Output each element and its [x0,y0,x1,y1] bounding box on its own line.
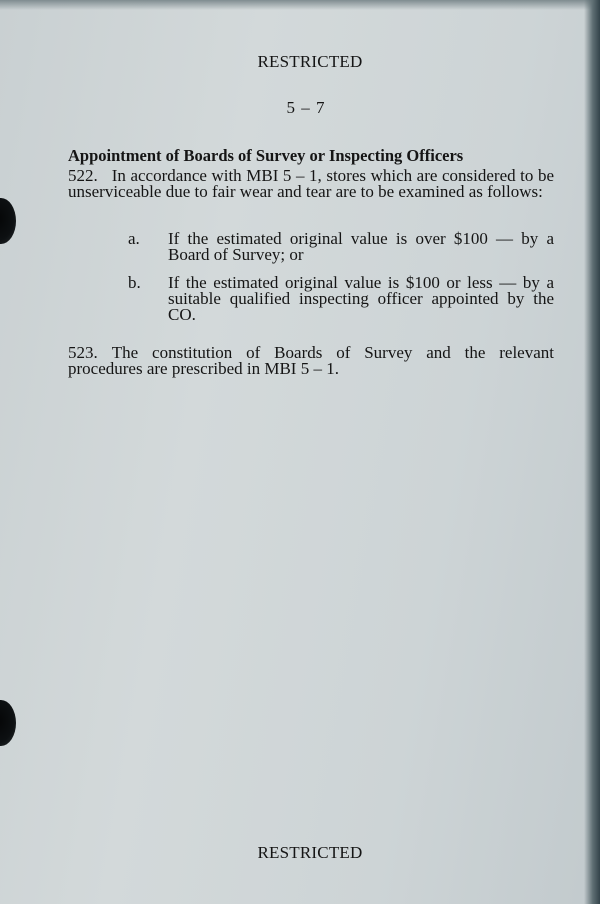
list-marker: b. [128,273,141,292]
classification-footer: RESTRICTED [257,843,363,862]
binder-hole-top [0,198,16,244]
paragraph-523 [68,345,554,377]
paragraph-text: The constitution of Boards of Survey and the relevant procedures are prescribed in MBI 5 – 1. [68,343,554,378]
page-number: 5 – 7 [286,98,326,117]
paragraph-text: In accordance with MBI 5 – 1, stores which are considered to be unserviceable due to fair wear and tear are to be examined as follows: [68,166,554,201]
page-top-shadow [0,0,600,10]
paragraph-522 [68,168,554,200]
section-heading: Appointment of Boards of Survey or Inspecting Officers [68,146,464,165]
paragraph-number: 523. [68,343,98,362]
classification-header: RESTRICTED [257,52,363,71]
list-item-text: If the estimated original value is over $100 — by a Board of Survey; or [168,229,554,264]
list-marker: a. [128,229,140,248]
paragraph-number: 522. [68,166,98,185]
list-item-text: If the estimated original value is $100 or less — by a suitable qualified inspecting officer appointed by the CO. [168,273,554,324]
page-right-edge [584,0,600,904]
binder-hole-bottom [0,700,16,746]
